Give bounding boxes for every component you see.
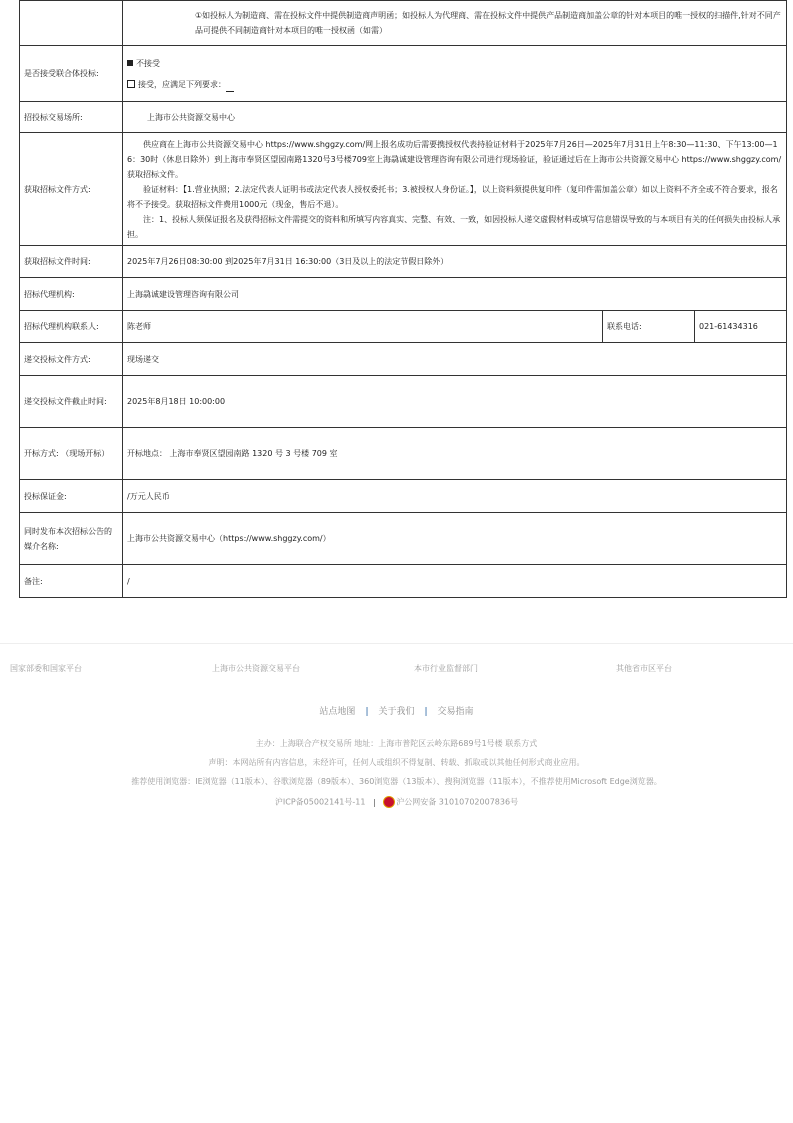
row-label (20, 1, 123, 46)
obtain-cell (123, 133, 787, 246)
remark-value: / (123, 565, 787, 598)
icp-number[interactable]: 沪ICP备05002141号-11 (274, 797, 366, 807)
police-number[interactable]: 沪公网安备 31010702007836号 (396, 797, 519, 807)
time-value: 2025年7月26日08:30:00 到2025年7月31日 16:30:00（3日及以上的法定节假日除外） (123, 246, 787, 278)
deadline-label: 递交投标文件截止时间: (20, 376, 123, 428)
venue-value (123, 102, 787, 133)
consortium-option-1: 不接受 (136, 58, 160, 68)
footer-browsers: 推荐使用浏览器：IE浏览器（11版本）、谷歌浏览器（89版本）、360浏览器（13版本）、搜狗浏览器（11版本），不推荐使用Microsoft Edge浏览器。 (131, 777, 662, 786)
table-row (20, 565, 787, 598)
checked-box-icon[interactable] (127, 60, 133, 66)
tender-info-table (19, 0, 787, 598)
table-row (20, 376, 787, 428)
divider: | (365, 707, 369, 717)
footer-link-other[interactable]: 其他省市区平台 (616, 664, 672, 673)
table-row (20, 46, 787, 102)
table-row (20, 102, 787, 133)
table-row (20, 428, 787, 480)
consortium-label: 是否接受联合体投标: (20, 46, 123, 102)
table-row (20, 278, 787, 311)
remark-label: 备注: (20, 565, 123, 598)
divider: | (373, 797, 376, 807)
submit-value: 现场递交 (123, 343, 787, 376)
table-row (20, 246, 787, 278)
obtain-label: 获取招标文件方式: (20, 133, 123, 246)
phone-value: 021-61434316 (695, 311, 787, 343)
nav-about[interactable]: 关于我们 (378, 707, 415, 717)
phone-label: 联系电话: (603, 311, 695, 343)
bond-label: 投标保证金: (20, 480, 123, 513)
table-row (20, 311, 787, 343)
contact-label: 招标代理机构联系人: (20, 311, 123, 343)
table-row (20, 343, 787, 376)
table-row (20, 480, 787, 513)
police-badge-icon (383, 796, 395, 808)
media-value: 上海市公共资源交易中心（https://www.shggzy.com/） (123, 513, 787, 565)
contact-value: 陈老师 (123, 311, 603, 343)
venue-text: 上海市公共资源交易中心 (147, 112, 235, 122)
opening-value: 开标地点： 上海市奉贤区望园南路 1320 号 3 号楼 709 室 (123, 428, 787, 480)
agency-value: 上海骉诚建设管理咨询有限公司 (123, 278, 787, 311)
footer-sponsor: 主办：上海联合产权交易所 地址：上海市普陀区云岭东路689号1号楼 联系方式 (255, 739, 538, 748)
obtain-paragraph: 验证材料：【1.营业执照；2.法定代表人证明书或法定代表人授权委托书；3.被授权人身份证。】，以上资料须提供复印件（复印件需加盖公章）如以上资料不齐全或不符合要求，报名将不予接受。获取招标文件费用1000元（现金，售后不退）。 (127, 184, 778, 209)
table-row (20, 513, 787, 565)
agency-label: 招标代理机构: (20, 278, 123, 311)
table-row (20, 1, 787, 46)
site-footer (0, 643, 793, 807)
obtain-paragraph: 供应商在上海市公共资源交易中心 https://www.shggzy.com/网上报名成功后需要携授权代表持验证材料于2025年7月26日—2025年7月31日上午8:30—11:30、下午13:00—16：30时（休息日除外）到上海市奉贤区望园南路1320号3号楼709室上海骉诚建设管理咨询有限公司进行现场验证，验证通过后在上海市公共资源交易中心 https://www.shggzy.com/获取招标文件。 (127, 139, 782, 179)
nav-guide[interactable]: 交易指南 (437, 707, 474, 717)
consortium-cell (123, 46, 787, 102)
requirement-blank (226, 83, 234, 92)
footer-icp-line (0, 796, 793, 808)
footer-link-shanghai[interactable]: 上海市公共资源交易平台 (212, 664, 300, 673)
divider: | (424, 707, 428, 717)
footer-link-supervision[interactable]: 本市行业监督部门 (414, 664, 478, 673)
table-row (20, 133, 787, 246)
footer-link-national[interactable]: 国家部委和国家平台 (10, 664, 82, 673)
venue-label: 招投标交易场所: (20, 102, 123, 133)
intro-text: ①如投标人为制造商、需在投标文件中提供制造商声明函；如投标人为代理商、需在投标文件中提供产品制造商加盖公章的针对本项目的唯一授权的扫描件,针对不同产品可提供不同制造商针对本项目的唯一授权函（如需） (195, 10, 781, 35)
footer-statement: 声明：本网站所有内容信息，未经许可，任何人或组织不得复制、转载、抓取或以其他任何形式商业应用。 (208, 758, 585, 767)
media-label: 同时发布本次招标公告的媒介名称: (20, 513, 123, 565)
consortium-option-2: 接受，应满足下列要求： (138, 79, 226, 89)
unchecked-box-icon[interactable] (127, 80, 135, 88)
footer-platform-links (0, 663, 793, 675)
intro-cell (123, 1, 787, 46)
time-label: 获取招标文件时间: (20, 246, 123, 278)
footer-nav (0, 704, 793, 717)
nav-sitemap[interactable]: 站点地图 (319, 707, 356, 717)
opening-label: 开标方式: （现场开标） (20, 428, 123, 480)
deadline-value: 2025年8月18日 10:00:00 (123, 376, 787, 428)
submit-label: 递交投标文件方式: (20, 343, 123, 376)
obtain-paragraph: 注：1、投标人须保证报名及获得招标文件需提交的资料和所填写内容真实、完整、有效、一致，如因投标人递交虚假材料或填写信息错误导致的与本项目有关的任何损失由投标人承担。 (127, 214, 781, 239)
bond-value: /万元人民币 (123, 480, 787, 513)
